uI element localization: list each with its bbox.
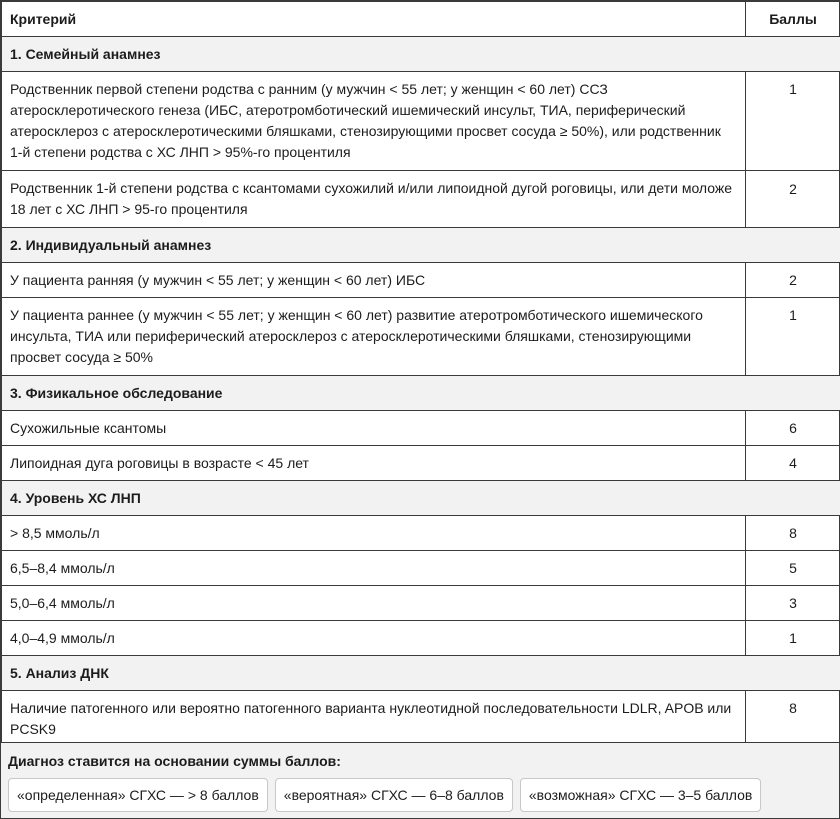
points-column-header: Баллы (746, 2, 840, 37)
table-row (2, 516, 840, 551)
table-row (2, 446, 840, 481)
score-cell: 1 (746, 298, 840, 376)
score-cell: 1 (746, 72, 840, 171)
section-title: 5. Анализ ДНК (2, 656, 840, 691)
table-row (2, 411, 840, 446)
score-cell: 8 (746, 691, 840, 748)
criterion-cell: У пациента ранняя (у мужчин < 55 лет; у женщин < 60 лет) ИБС (2, 263, 746, 298)
section-title: 2. Индивидуальный анамнез (2, 228, 840, 263)
section-title: 1. Семейный анамнез (2, 37, 840, 72)
score-cell: 2 (746, 263, 840, 298)
diagnosis-chips (8, 778, 761, 812)
criterion-cell: Сухожильные ксантомы (2, 411, 746, 446)
criterion-cell: Родственник 1-й степени родства с ксантомами сухожилий и/или липоидной дугой роговицы, или дети моложе 18 лет с ХС ЛНП > 95-го процентиля (2, 171, 746, 228)
section-title: 4. Уровень ХС ЛНП (2, 481, 840, 516)
criterion-column-header: Критерий (2, 2, 746, 37)
score-cell: 1 (746, 621, 840, 656)
section-header-row (2, 37, 840, 72)
diagnosis-chip-possible[interactable]: «возможная» СГХС — 3–5 баллов (520, 778, 761, 812)
score-cell: 5 (746, 551, 840, 586)
section-header-row (2, 228, 840, 263)
section-header-row (2, 656, 840, 691)
diagnosis-chip-probable[interactable]: «вероятная» СГХС — 6–8 баллов (275, 778, 513, 812)
criterion-cell: Наличие патогенного или вероятно патогенного варианта нуклеотидной последовательности LDLR, APOB или PCSK9 (2, 691, 746, 748)
criterion-cell: Липоидная дуга роговицы в возрасте < 45 лет (2, 446, 746, 481)
score-cell: 8 (746, 516, 840, 551)
score-cell: 6 (746, 411, 840, 446)
table-row (2, 551, 840, 586)
score-cell: 3 (746, 586, 840, 621)
criterion-cell: 4,0–4,9 ммоль/л (2, 621, 746, 656)
table-row (2, 691, 840, 748)
table-row (2, 298, 840, 376)
criteria-table (1, 1, 840, 748)
criterion-cell: 5,0–6,4 ммоль/л (2, 586, 746, 621)
criterion-cell: > 8,5 ммоль/л (2, 516, 746, 551)
diagnosis-title: Диагноз ставится на основании суммы баллов: (8, 753, 341, 769)
section-header-row (2, 376, 840, 411)
table-header-row (2, 2, 840, 37)
section-header-row (2, 481, 840, 516)
table-row (2, 586, 840, 621)
table-row (2, 263, 840, 298)
score-cell: 4 (746, 446, 840, 481)
diagnosis-panel (1, 742, 839, 818)
diagnosis-chip-definite[interactable]: «определенная» СГХС — > 8 баллов (8, 778, 268, 812)
criterion-cell: Родственник первой степени родства с ранним (у мужчин < 55 лет; у женщин < 60 лет) ССЗ атеросклеротического генеза (ИБС, атеротромботический ишемический инсульт, ТИА, периферический атеросклероз с атеросклеротическими бляшками, стенозирующими просвет сосуда ≥ 50%), или родственник 1-й степени родства с ХС ЛНП > 95%-го процентиля (2, 72, 746, 171)
criterion-cell: 6,5–8,4 ммоль/л (2, 551, 746, 586)
section-title: 3. Физикальное обследование (2, 376, 840, 411)
score-cell: 2 (746, 171, 840, 228)
table-row (2, 171, 840, 228)
table-row (2, 621, 840, 656)
criterion-cell: У пациента раннее (у мужчин < 55 лет; у женщин < 60 лет) развитие атеротромботического ишемического инсульта, ТИА или периферический атеросклероз с атеросклеротическими бляшками, стенозирующими просвет сосуда ≥ 50% (2, 298, 746, 376)
table-row (2, 72, 840, 171)
